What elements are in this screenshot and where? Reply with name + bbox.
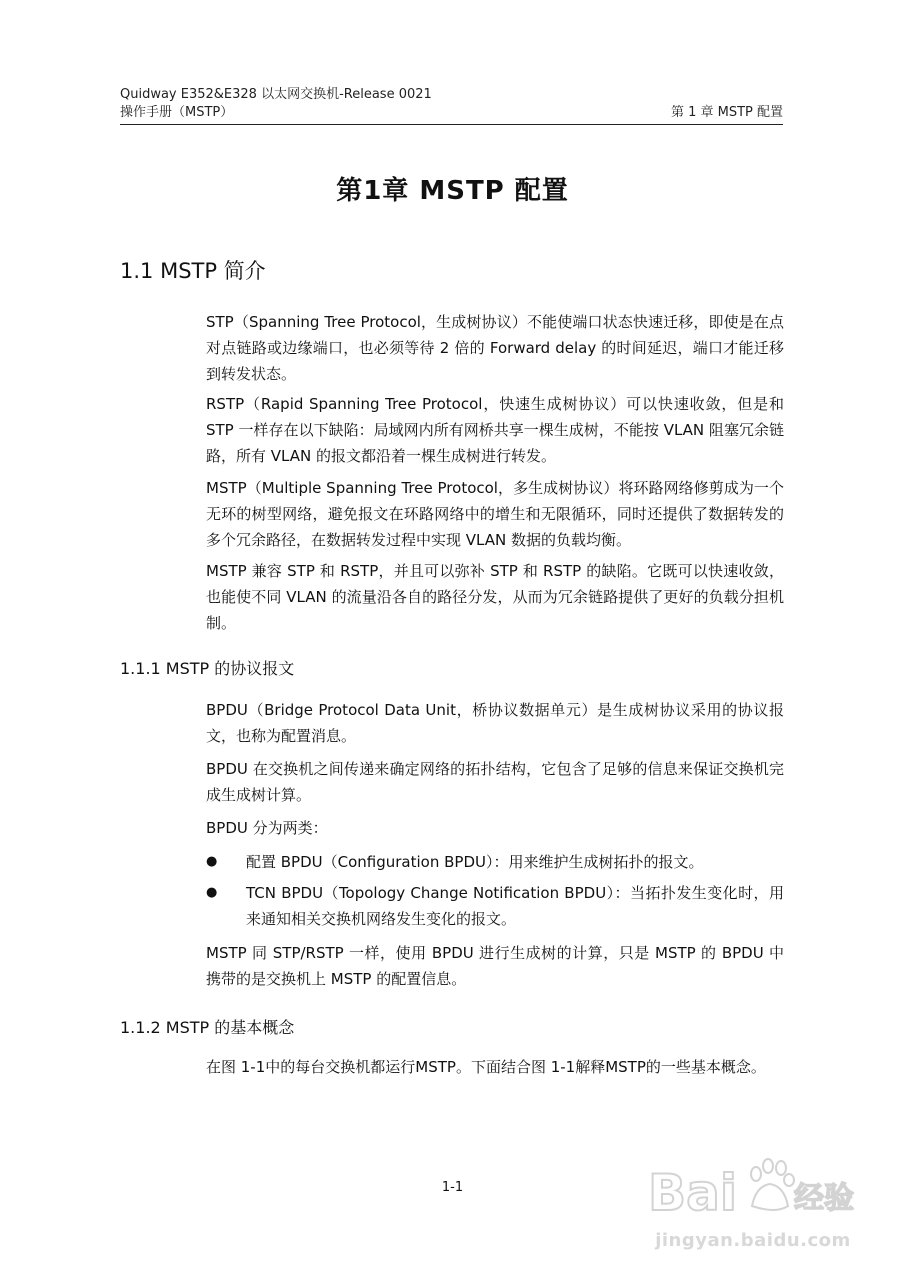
paragraph-mstp-bpdu: MSTP 同 STP/RSTP 一样，使用 BPDU 进行生成树的计算，只是 MSTP 的 BPDU 中携带的是交换机上 MSTP 的配置信息。 <box>206 944 784 988</box>
paragraph-bpdu-purpose: BPDU 在交换机之间传递来确定网络的拓扑结构，它包含了足够的信息来保证交换机完成生成树计算。 <box>206 760 784 804</box>
paragraph-bpdu-definition: BPDU（Bridge Protocol Data Unit，桥协议数据单元）是生成树协议采用的协议报文，也称为配置消息。 <box>206 701 784 745</box>
paragraph-rstp: RSTP（Rapid Spanning Tree Protocol，快速生成树协议）可以快速收敛，但是和 STP 一样存在以下缺陷：局域网内所有网桥共享一棵生成树，不能按 VLAN 阻塞冗余链路，所有 VLAN 的报文都沿着一棵生成树进行转发。 <box>206 395 784 465</box>
section-heading: 1.1 MSTP 简介 <box>120 259 266 283</box>
header-document-title: Quidway E352&E328 以太网交换机-Release 0021 <box>120 87 432 102</box>
header-manual-name: 操作手册（MSTP） <box>120 105 234 120</box>
paragraph-bpdu-types: BPDU 分为两类： <box>206 819 328 837</box>
header-chapter-label: 第 1 章 MSTP 配置 <box>670 105 783 120</box>
baidu-watermark <box>648 1148 858 1260</box>
list-item <box>206 849 784 875</box>
chapter-title: 第1章 MSTP 配置 <box>336 176 569 206</box>
list-item-text: 配置 BPDU（Configuration BPDU）：用来维护生成树拓扑的报文。 <box>246 853 704 871</box>
svg-text:Bai: Bai <box>648 1164 737 1222</box>
bullet-icon: ● <box>206 885 218 900</box>
paragraph-stp: STP（Spanning Tree Protocol，生成树协议）不能使端口状态快速迁移，即使是在点对点链路或边缘端口，也必须等待 2 倍的 Forward delay 的时间延迟，端口才能迁移到转发状态。 <box>206 313 784 383</box>
header-divider <box>120 124 783 125</box>
subsection-heading-basic-concepts: 1.1.2 MSTP 的基本概念 <box>120 1018 295 1037</box>
paragraph-mstp-compat: MSTP 兼容 STP 和 RSTP，并且可以弥补 STP 和 RSTP 的缺陷。它既可以快速收敛，也能使不同 VLAN 的流量沿各自的路径分发，从而为冗余链路提供了更好的负载分担机制。 <box>206 562 784 632</box>
list-item <box>206 880 784 932</box>
paragraph-figure-intro: 在图 1-1中的每台交换机都运行MSTP。下面结合图 1-1解释MSTP的一些基本概念。 <box>206 1058 766 1076</box>
bullet-icon: ● <box>206 854 218 869</box>
subsection-heading-protocol-messages: 1.1.1 MSTP 的协议报文 <box>120 659 295 678</box>
baidu-paw-icon <box>648 1148 858 1228</box>
svg-text:经验: 经验 <box>794 1181 854 1216</box>
paragraph-mstp: MSTP（Multiple Spanning Tree Protocol，多生成树协议）将环路网络修剪成为一个无环的树型网络，避免报文在环路网络中的增生和无限循环，同时还提供了数据转发的多个冗余路径，在数据转发过程中实现 VLAN 数据的负载均衡。 <box>206 479 784 549</box>
list-item-text: TCN BPDU（Topology Change Notification BPDU）：当拓扑发生变化时，用来通知相关交换机网络发生变化的报文。 <box>246 884 784 928</box>
page-number: 1-1 <box>441 1180 464 1195</box>
watermark-url: jingyan.baidu.com <box>655 1230 851 1251</box>
